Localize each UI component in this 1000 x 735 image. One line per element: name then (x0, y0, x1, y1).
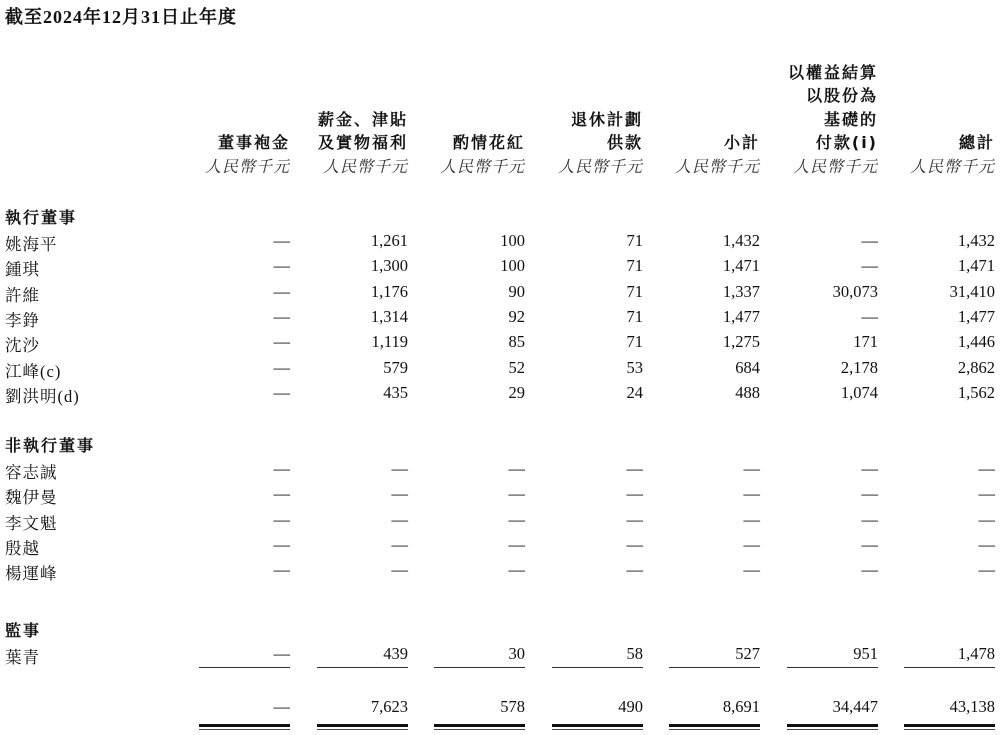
value-cell: 1,432 (722, 231, 760, 250)
subtotal-rule (317, 667, 408, 668)
total-cell: 490 (618, 697, 643, 716)
column-header-label: 付款(i) (815, 133, 878, 152)
value-cell: — (626, 509, 643, 529)
director-name: 李錚 (5, 310, 40, 330)
value-cell: 171 (853, 332, 878, 352)
value-cell: 90 (508, 281, 525, 301)
table-row (0, 358, 1000, 383)
total-double-rule (434, 724, 525, 730)
column-header-label: 董事袍金 (217, 133, 290, 152)
value-cell: — (391, 560, 408, 580)
subtotal-rule (199, 667, 290, 668)
value-cell: — (743, 560, 760, 580)
value-cell: 1,562 (957, 382, 995, 402)
value-cell: 1,314 (370, 306, 408, 326)
total-double-rule (787, 724, 878, 730)
column-unit: 人民幣千元 (439, 156, 525, 176)
value-cell: 1,261 (370, 231, 408, 250)
column-header (642, 131, 760, 178)
value-cell: — (743, 459, 760, 478)
total-double-rule (199, 724, 290, 730)
column-header-label: 以權益結算 (787, 62, 878, 82)
value-cell: — (861, 484, 878, 504)
value-cell: — (391, 484, 408, 504)
value-cell: — (273, 459, 290, 478)
column-header-label: 基礎的 (823, 109, 878, 129)
table-row (0, 282, 1000, 307)
table-row (0, 231, 1000, 256)
column-header (525, 108, 643, 179)
value-cell: 1,300 (370, 256, 408, 276)
director-name: 殷越 (5, 538, 40, 558)
value-cell: 71 (626, 281, 643, 301)
subtotal-rule (552, 667, 643, 668)
total-double-rule (669, 724, 760, 730)
value-cell: — (861, 231, 878, 250)
column-unit: 人民幣千元 (204, 156, 290, 176)
table-row (0, 459, 1000, 484)
value-cell: — (626, 459, 643, 478)
value-cell: — (626, 484, 643, 504)
subtotal-rule (787, 667, 878, 668)
value-cell: 71 (626, 332, 643, 352)
value-cell: — (273, 256, 290, 276)
value-cell: 52 (508, 357, 525, 377)
value-cell: — (508, 459, 525, 478)
value-cell: — (861, 459, 878, 478)
value-cell: 31,410 (949, 281, 995, 301)
value-cell: — (273, 534, 290, 554)
director-name: 葉青 (5, 648, 40, 667)
value-cell: — (508, 534, 525, 554)
column-header-label: 以股份為 (805, 86, 878, 105)
value-cell: — (273, 509, 290, 529)
table-row (0, 644, 1000, 669)
value-cell: 100 (500, 256, 525, 276)
value-cell: 1,432 (957, 231, 995, 250)
value-cell: — (273, 382, 290, 402)
value-cell: 100 (500, 231, 525, 250)
column-unit: 人民幣千元 (557, 156, 643, 176)
value-cell: — (273, 644, 290, 663)
value-cell: 1,471 (957, 256, 995, 276)
value-cell: 1,337 (722, 281, 760, 301)
value-cell: — (978, 484, 995, 504)
table-row (0, 307, 1000, 332)
value-cell: — (273, 560, 290, 580)
value-cell: — (743, 484, 760, 504)
section-heading: 監事 (5, 621, 42, 640)
total-cell: 43,138 (949, 697, 995, 716)
value-cell: 1,471 (722, 256, 760, 276)
value-cell: 58 (626, 644, 643, 663)
value-cell: — (978, 459, 995, 478)
section-heading: 執行董事 (5, 208, 78, 227)
value-cell: 1,478 (957, 644, 995, 663)
value-cell: 53 (626, 357, 643, 377)
value-cell: — (978, 534, 995, 554)
value-cell: 488 (735, 382, 760, 402)
director-name: 江峰(c) (5, 361, 62, 381)
total-row (0, 697, 1000, 722)
total-cell: 578 (500, 697, 525, 716)
value-cell: — (626, 560, 643, 580)
value-cell: — (508, 484, 525, 504)
value-cell: 71 (626, 231, 643, 250)
value-cell: — (508, 560, 525, 580)
value-cell: — (391, 534, 408, 554)
director-name: 劉洪明(d) (5, 386, 80, 406)
value-cell: 1,176 (370, 281, 408, 301)
value-cell: — (273, 484, 290, 504)
value-cell: — (978, 560, 995, 580)
column-header (877, 131, 995, 178)
value-cell: 951 (853, 644, 878, 663)
table-title: 截至2024年12月31日止年度 (5, 7, 237, 27)
value-cell: 2,862 (957, 357, 995, 377)
value-cell: 92 (508, 306, 525, 326)
value-cell: — (861, 560, 878, 580)
value-cell: 684 (735, 357, 760, 377)
column-header-label: 總計 (958, 133, 995, 152)
director-name: 容志誠 (5, 463, 58, 482)
value-cell: — (861, 534, 878, 554)
value-cell: 24 (626, 382, 643, 402)
table-row (0, 535, 1000, 560)
value-cell: — (273, 332, 290, 352)
column-header-label: 供款 (606, 133, 643, 152)
column-unit: 人民幣千元 (792, 156, 878, 176)
value-cell: 435 (383, 382, 408, 402)
value-cell: 1,275 (722, 332, 760, 352)
column-unit: 人民幣千元 (909, 156, 995, 176)
director-name: 魏伊曼 (5, 488, 58, 508)
column-header-label: 及實物福利 (317, 133, 408, 152)
director-name: 沈沙 (5, 336, 40, 356)
value-cell: 1,119 (371, 332, 408, 352)
total-cell: 7,623 (370, 697, 408, 716)
table-row (0, 484, 1000, 509)
value-cell: 1,446 (957, 332, 995, 352)
value-cell: 30,073 (832, 281, 878, 301)
table-row (0, 560, 1000, 585)
director-name: 楊運峰 (5, 564, 58, 584)
subtotal-rule (904, 667, 995, 668)
director-name: 許維 (5, 285, 40, 305)
value-cell: — (743, 509, 760, 529)
value-cell: — (273, 306, 290, 326)
total-cell: 8,691 (722, 697, 760, 716)
value-cell: 29 (508, 382, 525, 402)
column-header (290, 108, 408, 179)
column-unit: 人民幣千元 (322, 156, 408, 176)
director-name: 姚海平 (5, 235, 58, 254)
value-cell: — (861, 306, 878, 326)
director-name: 鍾琪 (5, 260, 40, 280)
value-cell: 579 (383, 357, 408, 377)
value-cell: 439 (383, 644, 408, 663)
value-cell: 1,477 (957, 306, 995, 326)
column-header-label: 小計 (723, 133, 760, 152)
total-double-rule (317, 724, 408, 730)
value-cell: 1,074 (840, 382, 878, 402)
director-name: 李文魁 (5, 513, 58, 533)
column-header-label: 退休計劃 (570, 109, 643, 129)
value-cell: 85 (508, 332, 525, 352)
column-header (172, 131, 290, 178)
value-cell: — (391, 509, 408, 529)
value-cell: 527 (735, 644, 760, 663)
column-header-label: 酌情花紅 (452, 133, 525, 152)
column-header (407, 131, 525, 178)
value-cell: — (743, 534, 760, 554)
value-cell: — (273, 357, 290, 377)
column-header-label: 薪金、津貼 (317, 109, 408, 129)
table-row (0, 256, 1000, 281)
value-cell: — (273, 281, 290, 301)
column-header (760, 61, 878, 179)
total-cell: 34,447 (832, 697, 878, 716)
value-cell: — (978, 509, 995, 529)
value-cell: 1,477 (722, 306, 760, 326)
column-unit: 人民幣千元 (674, 156, 760, 176)
value-cell: — (861, 509, 878, 529)
value-cell: — (508, 509, 525, 529)
total-double-rule (904, 724, 995, 730)
total-double-rule (552, 724, 643, 730)
value-cell: — (861, 256, 878, 276)
value-cell: — (391, 459, 408, 478)
table-row (0, 510, 1000, 535)
section-heading: 非執行董事 (5, 436, 96, 455)
total-cell: — (273, 697, 290, 716)
value-cell: — (626, 534, 643, 554)
table-row (0, 332, 1000, 357)
table-row (0, 383, 1000, 408)
subtotal-rule (669, 667, 760, 668)
value-cell: 2,178 (840, 357, 878, 377)
subtotal-rule (434, 667, 525, 668)
value-cell: — (273, 231, 290, 250)
value-cell: 30 (508, 644, 525, 663)
value-cell: 71 (626, 306, 643, 326)
value-cell: 71 (626, 256, 643, 276)
